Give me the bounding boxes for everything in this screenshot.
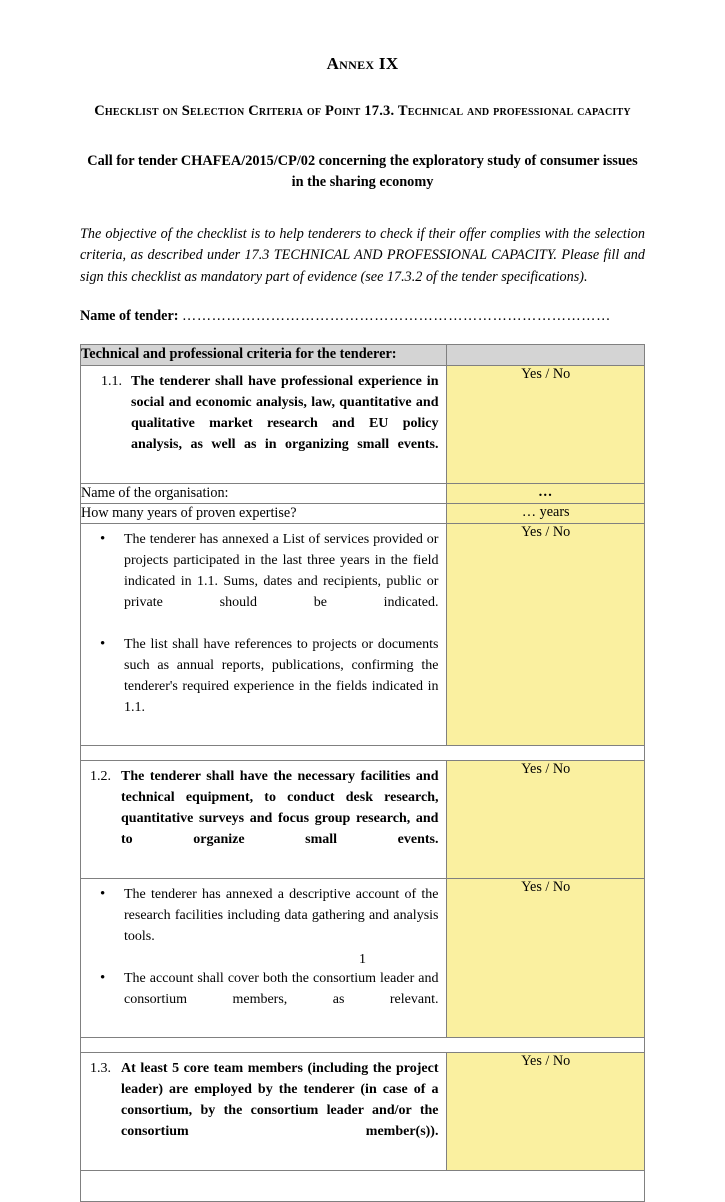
criteria-cell	[81, 761, 447, 879]
page-subtitle: Checklist on Selection Criteria of Point 17.3. Technical and professional capacity	[94, 103, 631, 120]
criterion-text: At least 5 core team members (including the project leader) are employed by the tenderer (in case of a consortium, by the consortium leader and/or the consortium member(s)).	[121, 1061, 439, 1140]
list-item	[81, 529, 438, 634]
table-spacer-row	[81, 1038, 645, 1053]
criterion-number: 1.3.	[90, 1061, 111, 1077]
name-of-tender-label: Name of tender:	[80, 308, 179, 325]
criterion-text: The tenderer shall have professional experience in social and economic analysis, law, quantitative and qualitative market research and EU policy analysis, as well as in organizing small events.	[131, 373, 439, 452]
answer-cell[interactable]: … years	[447, 503, 645, 523]
criteria-bullet-list	[81, 529, 438, 739]
criterion-text: The tenderer shall have the necessary facilities and technical equipment, to conduct desk research, quantitative surveys and focus group research, and to organize small events.	[121, 769, 439, 848]
name-of-tender-blank-line[interactable]: ……………………………………………………………………………	[182, 308, 611, 325]
criterion-block	[81, 371, 438, 476]
call-for-tender-title: Call for tender CHAFEA/2015/CP/02 concerning the exploratory study of consumer issues in the sharing economy	[87, 152, 638, 191]
header-cell-criteria: Technical and professional criteria for the tenderer:	[81, 345, 447, 365]
answer-cell[interactable]: Yes / No	[447, 524, 645, 746]
table-spacer-row	[81, 746, 645, 761]
answer-cell[interactable]: …	[447, 483, 645, 503]
criteria-cell	[81, 1053, 447, 1171]
list-item-text: The tenderer has annexed a descriptive account of the research facilities including data gathering and analysis tools.	[124, 887, 439, 945]
list-item-text: The list shall have references to projects or documents such as annual reports, publications, confirming the tenderer's required experience in the fields indicated in 1.1.	[124, 637, 439, 716]
table-row	[81, 524, 645, 746]
page-number: 1	[359, 952, 366, 967]
spacer-cell	[81, 1038, 645, 1053]
table-row	[81, 1053, 645, 1171]
criteria-cell: How many years of proven expertise?	[81, 503, 447, 523]
answer-cell[interactable]: Yes / No	[447, 761, 645, 879]
criteria-cell: Name of the organisation:	[81, 483, 447, 503]
table-row	[81, 761, 645, 879]
criterion-block	[81, 1058, 438, 1163]
intro-paragraph: The objective of the checklist is to help tenderers to check if their offer complies with the selection criteria, as described under 17.3 TECHNICAL AND PROFESSIONAL CAPACITY. Please fill and sign this checklist as mandatory part of evidence (see 17.3.2 of the tender specifications).	[80, 225, 645, 285]
spacer-cell	[81, 1171, 645, 1202]
table-row	[81, 503, 645, 523]
header-cell-answer	[447, 345, 645, 365]
list-item-text: The tenderer has annexed a List of services provided or projects participated in the last three years in the field indicated in 1.1. Sums, dates and recipients, public or private should be indicated.	[124, 532, 439, 611]
page-title: Annex IX	[326, 54, 399, 73]
criteria-table	[80, 344, 645, 1202]
answer-cell[interactable]: Yes / No	[447, 879, 645, 1038]
spacer-cell	[81, 746, 645, 761]
answer-cell[interactable]: Yes / No	[447, 365, 645, 483]
table-tail-row	[81, 1171, 645, 1202]
answer-cell[interactable]: Yes / No	[447, 1053, 645, 1171]
list-item	[81, 634, 438, 739]
table-header-row	[81, 345, 645, 365]
table-row	[81, 483, 645, 503]
criterion-number: 1.1.	[101, 373, 122, 389]
list-item-text: The account shall cover both the consortium leader and consortium members, as relevant.	[124, 971, 439, 1008]
table-row	[81, 365, 645, 483]
criterion-block	[81, 766, 438, 871]
criteria-cell	[81, 365, 447, 483]
criterion-number: 1.2.	[90, 769, 111, 785]
name-of-tender-field	[80, 288, 645, 325]
list-item	[81, 968, 438, 1031]
criteria-table-body	[81, 345, 645, 1202]
criteria-cell	[81, 524, 447, 746]
